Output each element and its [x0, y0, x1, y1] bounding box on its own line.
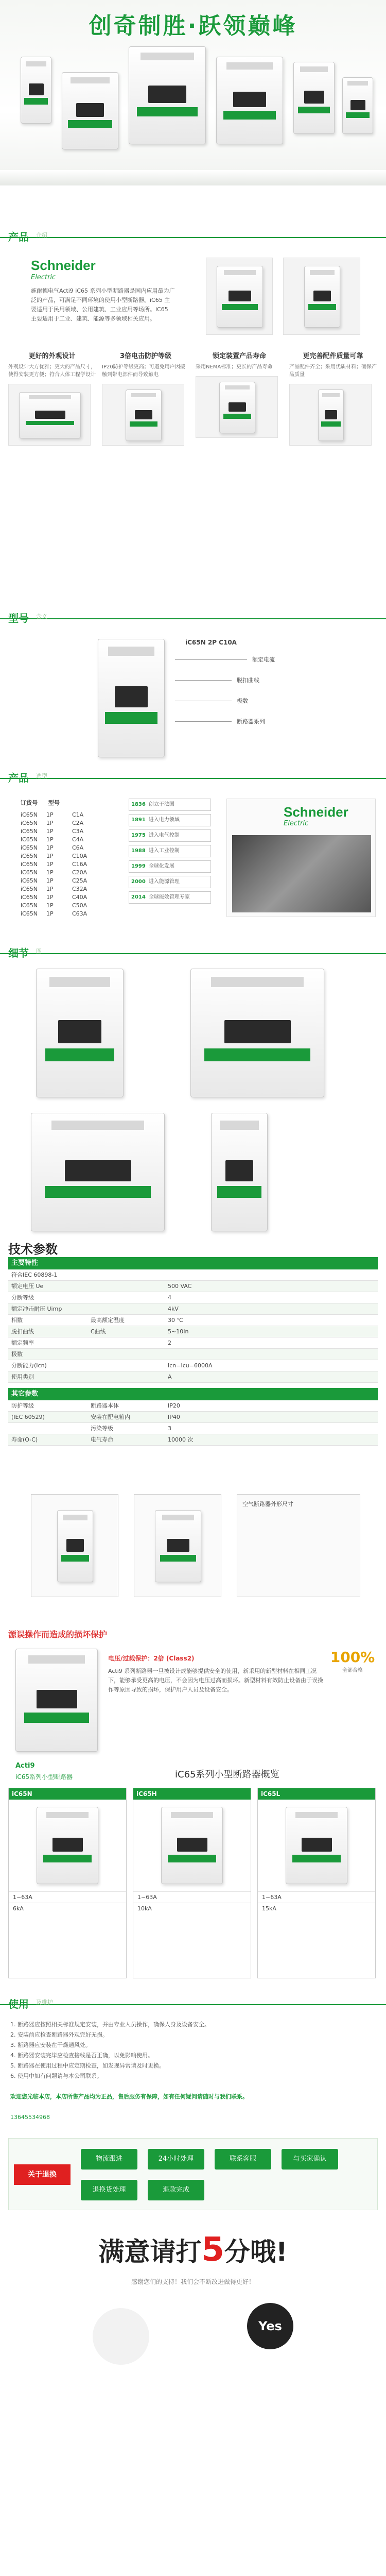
catalog-title: iC65系列小型断路器概览 — [175, 1769, 279, 1780]
feature-item: 更好的外观设计 外观设计大方优雅；更大的产品尺寸，使得安装更方便；符合人体工程学设计 — [8, 350, 96, 446]
series-row: iC65N 1P C1A — [21, 811, 84, 818]
hero-banner — [0, 0, 386, 185]
timeline-item: 1836 创立于法国 — [129, 799, 211, 811]
series-row: iC65N 1P C6A — [21, 844, 84, 851]
section-header-usage: 使用 及维护 — [0, 1994, 386, 2016]
flow-step: 退换货处理 — [81, 2180, 137, 2200]
breaker-image — [293, 62, 335, 134]
satisfaction-sub: 感谢您们的支持！我们会不断改进做得更好！ — [131, 2278, 255, 2285]
spec-row: 污染等级 3 — [8, 1423, 378, 1434]
service-flow: 关于退换 物流跟进 24小时处理 联系客服 与买家确认 退换货处理 退款完成 — [8, 2138, 378, 2210]
series-row: iC65N 1P C2A — [21, 820, 84, 826]
usage-item: 4. 断路器安装完毕应检查接线是否正确，以免影响使用。 — [10, 2052, 153, 2059]
series-row: iC65N 1P C20A — [21, 869, 87, 876]
product-photo — [283, 258, 360, 335]
spec-title: 技术参数 — [8, 1242, 58, 1257]
spec-row: 寿命(O-C) 电气寿命 10000 次 — [8, 1434, 378, 1446]
spec-group: 主要特性 — [8, 1257, 378, 1269]
spec-row: 极数 — [8, 1349, 378, 1360]
model-breaker-image — [98, 639, 165, 757]
series-row: iC65N 1P C40A — [21, 894, 87, 901]
satisfaction-title: 满意请打5分哦! — [98, 2231, 288, 2269]
flow-step: 与买家确认 — [282, 2149, 338, 2170]
section-header-detail: 细节 图 — [0, 943, 386, 965]
spec-diagram: 空气断路器外形尺寸 — [237, 1494, 360, 1597]
series-row: iC65N 1P C63A — [21, 910, 87, 917]
usage-item: 2. 安装前应检查断路器外观完好无损。 — [10, 2031, 108, 2038]
catalog-column: iC65L 1~63A 15kA — [257, 1788, 376, 1978]
product-photo — [206, 258, 273, 335]
spec-row: 脱扣曲线 C曲线 5~10In — [8, 1326, 378, 1337]
section-header-model: 型号 含义 — [0, 608, 386, 631]
timeline-item: 2014 全球能效管理专家 — [129, 891, 211, 904]
catalog-column: iC65H 1~63A 10kA — [133, 1788, 251, 1978]
timeline-item: 1891 进入电力领域 — [129, 814, 211, 826]
spec-diagram — [31, 1494, 118, 1597]
breaker-image — [21, 57, 51, 124]
detail-image — [36, 969, 124, 1097]
spec-row: 分断等级 4 — [8, 1292, 378, 1303]
breaker-image — [129, 46, 206, 144]
breaker-image — [62, 72, 118, 149]
feature-item: 3倍电击防护等级 IP20防护等级更高；可避免用户因接触到带电部件而导致触电 — [102, 350, 189, 446]
yes-stamp: Yes — [247, 2303, 293, 2349]
series-header: 订货号 型号 — [21, 800, 60, 806]
protection-feature: 电压/过载保护：2倍 (Class2) Acti9 系列断路器一旦被设计成能够提供安全的使用，新采用的新型材料在相同工况下，能够承受更高的电压，不会因为电压过高而损坏。新型材料有效防止设备由于误操作等原因导致的损坏，保护用户人员及设备安全。 — [108, 1655, 323, 1693]
catalog-column: iC65N 1~63A 6kA — [8, 1788, 127, 1978]
spec-row: 额定冲击耐压 Uimp 4kV — [8, 1303, 378, 1315]
protection-title: 源误操作而造成的损坏保护 — [8, 1630, 108, 1639]
section-header-series: 产品 选型 — [0, 768, 386, 790]
flow-step: 退款完成 — [148, 2180, 204, 2200]
spec-row: 符合IEC 60898-1 — [8, 1269, 378, 1281]
spec-row: 防护等级 断路器本体 IP20 — [8, 1400, 378, 1412]
feature-grid — [8, 350, 378, 484]
usage-list — [10, 2020, 376, 2081]
feature-item: 更完善配件质量可靠 产品配件齐全；采用优质材料；确保产品质量 — [289, 350, 377, 446]
series-row: iC65N 1P C16A — [21, 861, 87, 868]
percent-badge: 100% 全部合格 — [330, 1649, 375, 1673]
usage-item: 3. 断路器应安装在干燥通风处。 — [10, 2042, 91, 2048]
spec-diagram — [134, 1494, 221, 1597]
detail-image — [31, 1113, 165, 1231]
series-row: iC65N 1P C3A — [21, 828, 84, 835]
timeline-item: 2000 进入能源管理 — [129, 876, 211, 888]
series-row: iC65N 1P C32A — [21, 886, 87, 892]
intro-block — [31, 258, 175, 324]
hero-title: 创奇制胜·跃领巅峰 — [89, 13, 297, 39]
spec-row: 使用类别 A — [8, 1371, 378, 1383]
timeline-item: 1988 进入工业控制 — [129, 845, 211, 857]
flow-step: 物流跟进 — [81, 2149, 137, 2170]
usage-item: 5. 断路器在使用过程中应定期检查，如发现异常请及时更换。 — [10, 2062, 165, 2069]
schneider-logo: Schneider — [31, 258, 96, 273]
spec-row: 额定电压 Ue 500 VAC — [8, 1281, 378, 1292]
breaker-image — [342, 77, 373, 134]
flow-step: 联系客服 — [215, 2149, 271, 2170]
spec-row: 相数 最高额定温度 30 ℃ — [8, 1315, 378, 1326]
detail-image — [211, 1113, 268, 1231]
breaker-image — [216, 57, 283, 144]
series-row: iC65N 1P C10A — [21, 853, 87, 859]
spec-row: (IEC 60529) 安装在配电箱内 IP40 — [8, 1412, 378, 1423]
timeline-item: 1975 进入电气控制 — [129, 829, 211, 842]
spec-row: 分断能力(Icn) Icn=Icu=6000A — [8, 1360, 378, 1371]
usage-item: 6. 使用中如有问题请与本公司联系。 — [10, 2073, 102, 2079]
timeline-item: 1999 全球化发展 — [129, 860, 211, 873]
series-row: iC65N 1P C4A — [21, 836, 84, 843]
intro-text: 施耐德电气Acti9 iC65 系列小型断路器是国内应用最为广泛的产品，可满足不同环境的使用小型断路器。iC65 主要适用于民用领域、公用建筑、工业应用等场所。iC65 主要适用于工业、建筑、能源等多领域相关应用。 — [31, 287, 175, 322]
flow-step: 24小时处理 — [148, 2149, 204, 2170]
brand-panel: Schneider Electric — [226, 799, 376, 917]
product-detail-page: 创奇制胜·跃领巅峰 产品 介绍 Schneider Electric 施耐德电气Acti9 iC65 系列小型断路器是国内应用最为广泛的产品，可满足不同环境的使用小型断路器。iC65 主要适用于民用领域、公用建筑、工业应用等场所。iC65 主要适用于工业、建筑、能源等多领域相关应用。 更好的外观设计 外观设计大方优雅；更大的产品尺寸，使得安装更方便；符合人体工程学设计 3倍电击防护等级 IP20防护等级更高；可避免用户因接触到带电部件而导致触电 锁定装置产品寿命 采用NEMA标准；更长的产品寿命 更完善配件质量可靠 产品配件齐全；采用优质材料；确保产品质量 型号 含义 iC65N 2P C10A 额定电流 脱扣曲线 极数 断路器系列 产品 选型 订货号 型号 Schneider Electric 细节 图 技术参数 空气断路器外形尺寸 源误操作而造成的损坏保护 电压/过载保护：2倍 (Class2) Acti9 系列断路器一旦被设计成能够提供安全的使用，新采用的新型材料在相同工况下，能够承受更高的电压，不会因为电压过高而损坏。新型材料有效防止设备由于误操作等原因导致的损坏，保护用户人员及设备安全。 100% 全部合格 Acti9 iC65系列小型断路器 iC65系列小型断路器概览 使用 及维护 1. 断路器应按照相关标准规定安装，并由专业人员操作，确保人身及设备安全。 2. 安装前应检查断路器外观完好无损。 3. 断路器应安装在干燥通风处。 4. 断路器安装完毕应检查接线是否正确，以免影响使用。 5. 断路器在使用过程中应定期检查，如发现异常请及时更换。 6. 使用中如有问题请与本公司联系。 欢迎您光临本店，本店所售产品均为正品，售后服务有保障，如有任何疑问请随时与我们联系。 13645534968 关于退换 物流跟进 24小时处理 联系客服 与买家确认 退换货处理 退款完成 满意请打5分哦! 感谢您们的支持！我们会不断改进做得更好！ Yes iC65N 1P C1A iC65N 1P C2A iC65N 1P C3A iC65N 1P C4A iC65N 1P C6A iC65N 1P C10A iC65N 1P C16A iC65N 1P C20A iC65N 1P C25A iC65N 1P C32A iC65N 1P C40A iC65N 1P C50A iC65N 1P C63A 1836 创立于法国 1891 进入电力领域 1975 进入电气控制 1988 进入工业控制 1999 全球化发展 2000 进入能源管理 2014 全球能效管理专家 主要特性 符合IEC 60898-1 额定电压 Ue 500 VAC 分断等级 4 额定冲击耐压 Uimp 4kV 相数 最高额定温度 30 ℃ 脱扣曲线 C曲线 5~10In 额定频率 2 极数 分断能力(Icn) Icn=Icu=6000A 使用类别 A 其它参数 防护等级 断路器本体 IP20 (IEC 60529) 安装在配电箱内 IP40 污染等级 3 寿命(O-C) 电气寿命 10000 次 iC65N 1~63A 6kA iC65H 1~63A 10kA iC65L 1~63A 15kA — [0, 0, 386, 2576]
service-note: 欢迎您光临本店，本店所售产品均为正品，售后服务有保障，如有任何疑问请随时与我们联系。 — [10, 2093, 248, 2100]
section-header-intro: 产品 介绍 — [0, 227, 386, 249]
detail-image — [190, 969, 324, 1097]
model-code: iC65N 2P C10A — [185, 639, 237, 646]
service-phone: 13645534968 — [10, 2114, 50, 2121]
series-row: iC65N 1P C50A — [21, 902, 87, 909]
feature-item: 锁定装置产品寿命 采用NEMA标准；更长的产品寿命 — [196, 350, 283, 438]
series-row: iC65N 1P C25A — [21, 877, 87, 884]
spec-group: 其它参数 — [8, 1388, 378, 1400]
protection-image — [15, 1649, 98, 1752]
satisfaction-image — [93, 2298, 293, 2370]
schneider-logo-sub: Electric — [31, 274, 56, 281]
spec-row: 额定频率 2 — [8, 1337, 378, 1349]
usage-item: 1. 断路器应按照相关标准规定安装，并由专业人员操作，确保人身及设备安全。 — [10, 2021, 210, 2028]
